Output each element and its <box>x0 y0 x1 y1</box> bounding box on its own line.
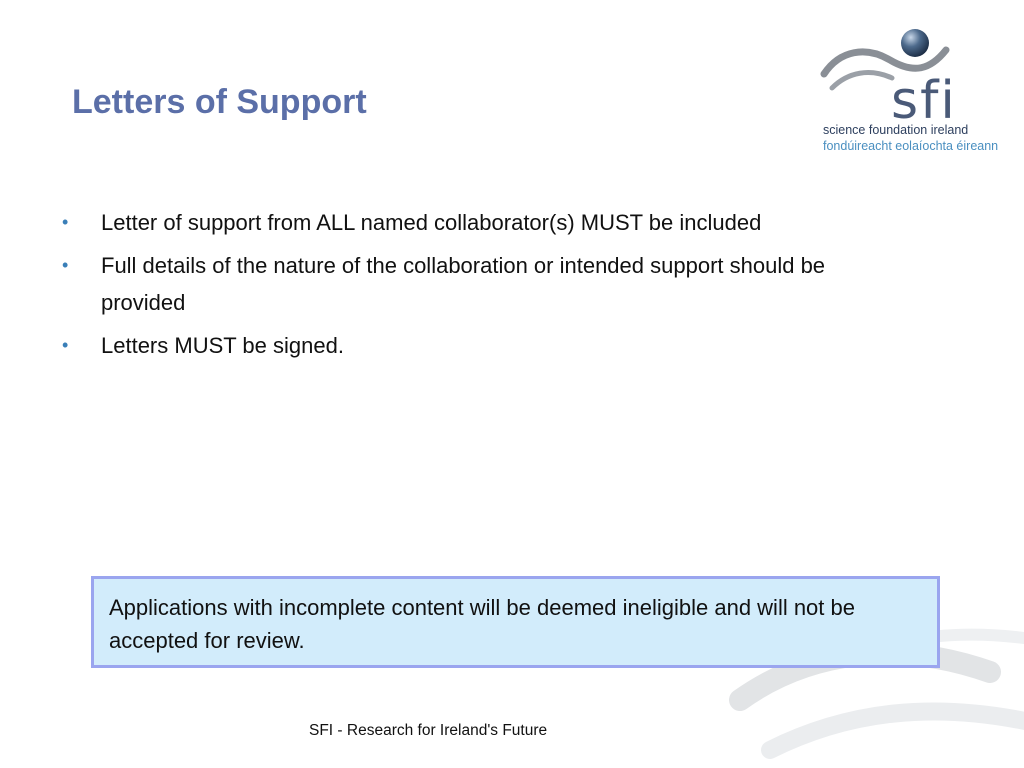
bullet-item <box>60 247 840 321</box>
bullet-dot-icon: • <box>62 335 69 355</box>
sfi-logo <box>818 20 998 160</box>
logo-name: science foundation ireland <box>823 123 969 137</box>
bullet-item <box>60 327 840 364</box>
bullet-text: Letter of support from ALL named collaborator(s) MUST be included <box>101 210 762 235</box>
ineligibility-note: Applications with incomplete content will be deemed ineligible and will not be accepted for review. <box>91 576 940 668</box>
logo-irish-name: fondúireacht eolaíochta éireann <box>823 139 999 153</box>
footer-text: SFI - Research for Ireland's Future <box>309 722 548 739</box>
bullet-text: Letters MUST be signed. <box>101 333 344 358</box>
bullet-item <box>60 204 840 241</box>
sfi-logo-graphic <box>818 20 998 120</box>
bullet-dot-icon: • <box>62 255 69 275</box>
sfi-wordmark: sfi <box>891 71 957 120</box>
bullet-dot-icon: • <box>62 212 69 232</box>
bullet-text: Full details of the nature of the collaboration or intended support should be provided <box>101 253 826 315</box>
bullet-list <box>60 204 840 370</box>
slide-title: Letters of Support <box>72 83 367 121</box>
